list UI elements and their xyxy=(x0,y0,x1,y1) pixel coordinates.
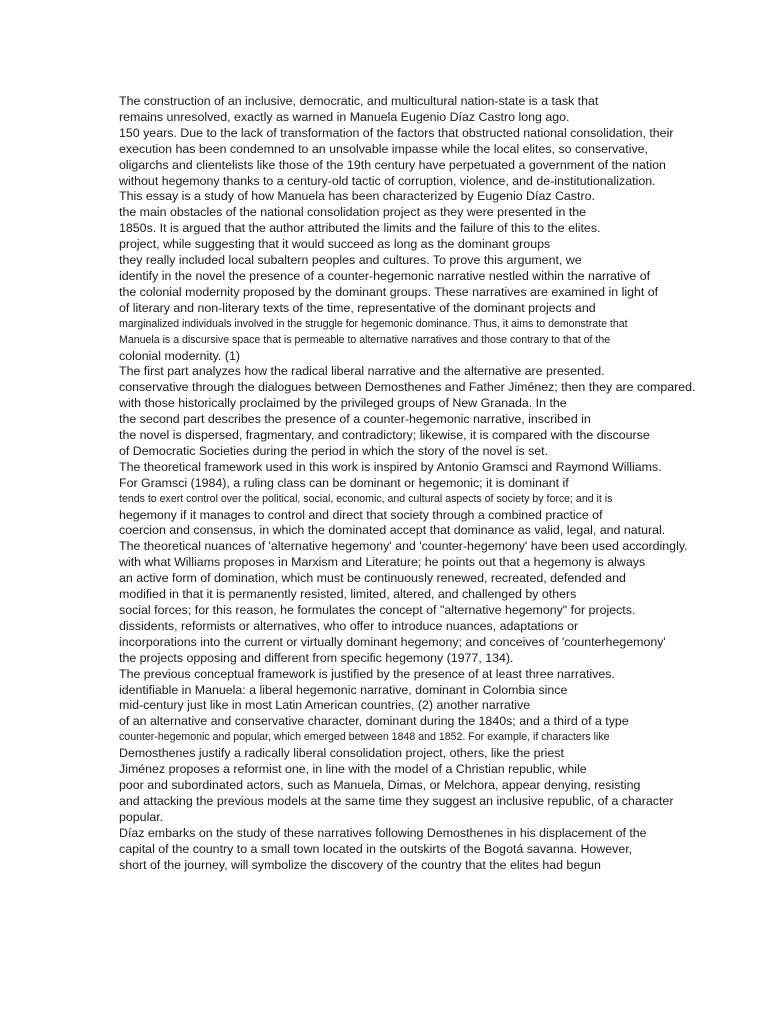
text-line: identifiable in Manuela: a liberal hegemonic narrative, dominant in Colombia since xyxy=(119,682,568,697)
text-line: conservative through the dialogues between Demosthenes and Father Jiménez; then they are compared. xyxy=(119,380,696,395)
text-line: and attacking the previous models at the same time they suggest an inclusive republic, of a character xyxy=(119,793,674,808)
text-line: Díaz embarks on the study of these narratives following Demosthenes in his displacement of the xyxy=(119,825,647,840)
text-line: The first part analyzes how the radical liberal narrative and the alternative are presented. xyxy=(119,364,605,379)
text-line: colonial modernity. (1) xyxy=(119,348,240,363)
text-line: short of the journey, will symbolize the discovery of the country that the elites had begun xyxy=(119,857,601,872)
text-line: The previous conceptual framework is justified by the presence of at least three narratives. xyxy=(119,666,615,681)
text-line: This essay is a study of how Manuela has been characterized by Eugenio Díaz Castro. xyxy=(119,189,595,204)
text-line: The theoretical framework used in this work is inspired by Antonio Gramsci and Raymond Williams. xyxy=(119,459,662,474)
text-line: poor and subordinated actors, such as Manuela, Dimas, or Melchora, appear denying, resisting xyxy=(119,777,641,792)
text-line: of Democratic Societies during the period in which the story of the novel is set. xyxy=(119,443,549,458)
text-line: with what Williams proposes in Marxism and Literature; he points out that a hegemony is always xyxy=(119,555,646,570)
text-line: of literary and non-literary texts of the time, representative of the dominant projects and xyxy=(119,300,596,315)
text-line: the projects opposing and different from specific hegemony (1977, 134). xyxy=(119,650,514,665)
text-line: of an alternative and conservative character, dominant during the 1840s; and a third of a type xyxy=(119,714,629,729)
text-line: modified in that it is permanently resisted, limited, altered, and challenged by others xyxy=(119,587,577,602)
text-line: the colonial modernity proposed by the dominant groups. These narratives are examined in light of xyxy=(119,284,659,299)
text-line: capital of the country to a small town located in the outskirts of the Bogotá savanna. However, xyxy=(119,841,633,856)
text-line: 1850s. It is argued that the author attributed the limits and the failure of this to the elites. xyxy=(119,221,601,236)
text-line: incorporations into the current or virtually dominant hegemony; and conceives of 'counterhegemony' xyxy=(119,634,666,649)
text-line: marginalized individuals involved in the struggle for hegemonic dominance. Thus, it aims to demonstrate that xyxy=(119,317,628,330)
text-line: The construction of an inclusive, democratic, and multicultural nation-state is a task that xyxy=(119,94,599,108)
text-line: mid-century just like in most Latin American countries, (2) another narrative xyxy=(119,698,531,713)
text-line: they really included local subaltern peoples and cultures. To prove this argument, we xyxy=(119,253,582,268)
text-line: with those historically proclaimed by the privileged groups of New Granada. In the xyxy=(119,396,567,411)
text-line: tends to exert control over the political, social, economic, and cultural aspects of society by force; and it is xyxy=(119,492,613,505)
text-line: the second part describes the presence of a counter-hegemonic narrative, inscribed in xyxy=(119,412,591,427)
text-line: The theoretical nuances of 'alternative hegemony' and 'counter-hegemony' have been used accordingly. xyxy=(119,539,688,554)
text-line: social forces; for this reason, he formulates the concept of "alternative hegemony" for projects. xyxy=(119,603,636,617)
text-line: identify in the novel the presence of a counter-hegemonic narrative nestled within the narrative of xyxy=(119,268,651,283)
text-line: without hegemony thanks to a century-old tactic of corruption, violence, and de-institutionalization. xyxy=(119,173,656,188)
text-line: dissidents, reformists or alternatives, who offer to introduce nuances, adaptations or xyxy=(119,618,579,633)
text-line: oligarchs and clientelists like those of the 19th century have perpetuated a government of the nation xyxy=(119,157,666,172)
document-body xyxy=(119,94,719,873)
text-line: Jiménez proposes a reformist one, in line with the model of a Christian republic, while xyxy=(119,762,587,777)
text-line: an active form of domination, which must be continuously renewed, recreated, defended and xyxy=(119,571,626,586)
text-line: 150 years. Due to the lack of transformation of the factors that obstructed national consolidation, their xyxy=(119,125,674,140)
text-line: coercion and consensus, in which the dominated accept that dominance as valid, legal, and natural. xyxy=(119,523,666,538)
text-line: remains unresolved, exactly as warned in Manuela Eugenio Díaz Castro long ago. xyxy=(119,109,570,124)
text-line: Manuela is a discursive space that is permeable to alternative narratives and those contrary to that of the xyxy=(119,333,611,346)
text-line: hegemony if it manages to control and direct that society through a combined practice of xyxy=(119,507,603,522)
text-line: project, while suggesting that it would succeed as long as the dominant groups xyxy=(119,237,551,252)
text-line: the main obstacles of the national consolidation project as they were presented in the xyxy=(119,205,587,220)
text-line: counter-hegemonic and popular, which emerged between 1848 and 1852. For example, if characters like xyxy=(119,731,610,744)
text-line: popular. xyxy=(119,809,164,824)
text-line: the novel is dispersed, fragmentary, and contradictory; likewise, it is compared with the discourse xyxy=(119,428,650,443)
text-line: execution has been condemned to an unsolvable impasse while the local elites, so conservative, xyxy=(119,141,648,156)
text-line: Demosthenes justify a radically liberal consolidation project, others, like the priest xyxy=(119,746,564,761)
text-line: For Gramsci (1984), a ruling class can be dominant or hegemonic; it is dominant if xyxy=(119,475,569,490)
